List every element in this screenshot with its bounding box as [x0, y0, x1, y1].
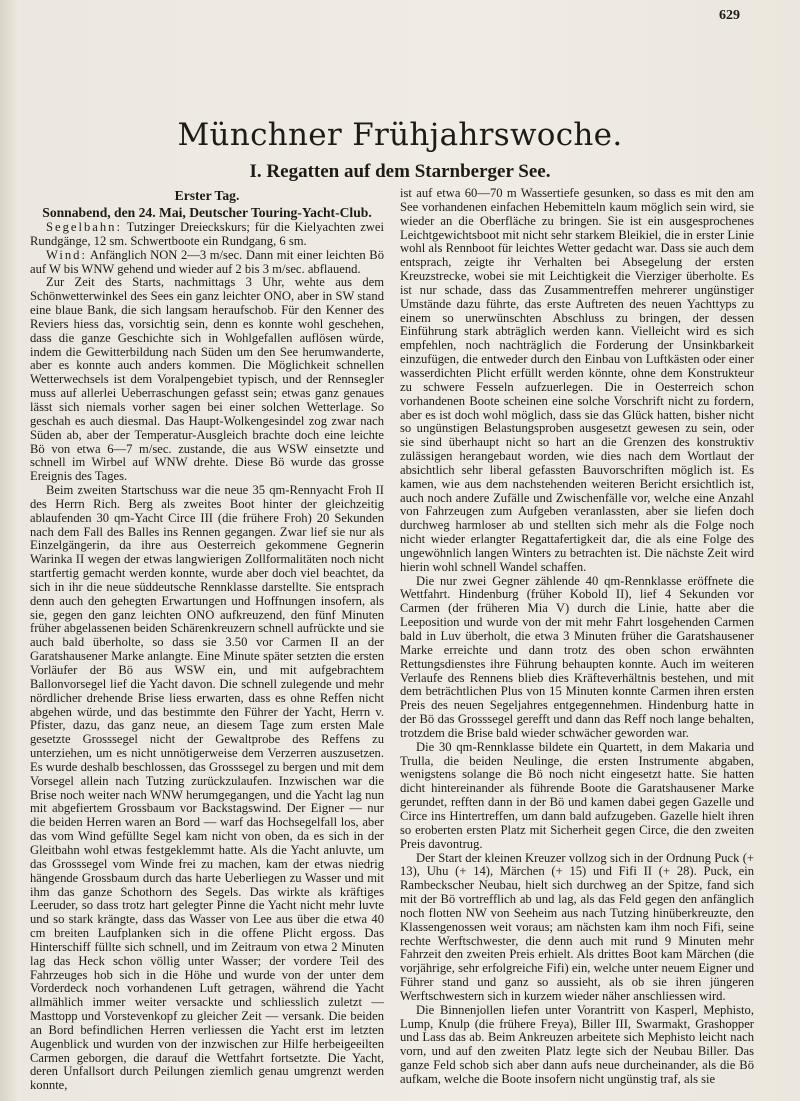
right-column	[400, 186, 754, 1086]
paragraph: Beim zweiten Startschuss war die neue 35 qm-Rennyacht Froh II des Herrn Rich. Berg als zweites Boot hinter der gleichzeitig ablaufenden 30 qm-Yacht Circe III (die frühere Froh) 20 Sekunden nach dem Fall des Balles ins Rennen gegangen. Zwar lief sie nur als Einzelgängerin, da ihre aus Oesterreich gekommene Gegnerin Warinka II wegen der etwas langwierigen Zollformalitäten noch nicht startfertig gemacht werden konnte, wurde aber doch viel beachtet, da sich in ihr die neue süddeutsche Rennklasse darstellte. Sie entsprach denn auch den gehegten Erwartungen und Hoffnungen insofern, als sie, gegen den ganz leichten ONO aufkreuzend, den fünf Minuten früher abgelassenen beiden Schärenkreuzern schnell aufrückte und sie auch bald überholte, so dass sie 3.50 vor Carmen II an der Garatshausener Marke anlangte. Eine Minute später setzten die ersten Vorläufer der Bö aus WSW ein, und mit aufgebrachtem Ballonvorsegel lief die Yacht davon. Die schnell zulegende und mehr nördlicher drehende Brise liess erwarten, dass es ohne Reffen nicht abgehen würde, und das bestimmte den Führer der Yacht, Herrn v. Pfister, dazu, das ganz neue, an diesem Tage zum ersten Male gesetzte Grosssegel nicht der Gewaltprobe des Reffens zu unterziehen, um es nicht unnötigerweise dem Verzerren auszusetzen. Es wurde deshalb beschlossen, das Grosssegel zu bergen und mit dem Vorsegel allein nach Tutzing zurückzulaufen. Inzwischen war die Brise noch weiter nach WNW herumgegangen, und die Yacht lag nun mit abgefiertem Grossbaum vor Backstagswind. Der Eigner — nur die beiden Herren waren an Bord — warf das Hochsegelfall los, aber das vom Wind gefüllte Segel kam nicht von oben, da es sich in der Gleitbahn wohl etwas festgeklemmt hatte. Als die Yacht anluvte, um das Grosssegel vom Winde frei zu machen, kam der etwas niedrig hängende Grossbaum durch das harte Ueberliegen zu Wasser und mit ihm das ganze Schothorn des Segels. Das wirkte als kräftiges Leeruder, so dass trotz hart gelegter Pinne die Yacht nicht mehr luvte und so stark krängte, dass das Wasser von Lee aus über die etwa 40 cm breiten Laufplanken sich in die offene Plicht ergoss. Das Hinterschiff füllte sich schnell, und im Zeitraum von etwa 2 Minuten lag das Heck schon völlig unter Wasser; der vordere Teil des Fahrzeuges hob sich in die Höhe und wurde von der unter dem Vorderdeck noch vorhandenen Luft getragen, während die Yacht allmählich immer weiter versackte und schliesslich zuletzt — Masttopp und Vorstevenkopf zu gleicher Zeit — versank. Die beiden an Bord befindlichen Herren verliessen die Yacht erst im letzten Augenblick und wurden von der inzwischen zur Hilfe herbeigeeilten Carmen geborgen, die darauf die Wettfahrt fortsetzte. Die Yacht, deren Unfallsort durch Peilungen ziemlich genau umgrenzt werden konnte,	[30, 483, 384, 1093]
article-title: Münchner Frühjahrswoche.	[177, 117, 623, 153]
wind-text: Anfänglich NON 2—3 m/sec. Dann mit einer leichten Bö auf W bis WNW gehend und wieder auf 2 bis 3 m/sec. abflauend.	[30, 247, 384, 276]
wind-label: Wind:	[46, 247, 87, 262]
page-number: 629	[719, 8, 740, 23]
paragraph: Zur Zeit des Starts, nachmittags 3 Uhr, wehte aus dem Schönwetterwinkel des Sees ein ganz leichter ONO, aber in SW stand eine blaue Bank, die sich langsam heraufschob. Für den Kenner des Reviers hiess das, vorsichtig sein, denn es konnte wohl geschehen, dass die ganze Geschichte sich in Wohlgefallen auflösen würde, indem die Gewitterbildung nach Süden um den See herumwanderte, aber es konnte auch anders kommen. Die Möglichkeit schnellen Wetterwechsels ist dem Voralpengebiet typisch, und der Rennsegler muss auf allerlei Ueberraschungen gefasst sein; etwas ganz genaues lässt sich niemals vorher sagen bei einer solchen Wetterlage. So geschah es auch diesmal. Das Haupt-Wolkengesindel zog zwar nach Süden ab, aber der Temperatur-Ausgleich brachte doch eine leichte Bö von etwa 6—7 m/sec. zustande, die aus WSW einsetzte und schnell im Wirbel auf WNW drehte. Diese Bö wurde das grosse Ereignis des Tages.	[30, 275, 384, 484]
segelbahn-label: Segelbahn:	[46, 220, 122, 234]
paragraph: ist auf etwa 60—70 m Wassertiefe gesunken, so dass es mit den am See vorhandenen einfachen Hebemitteln kaum möglich sein wird, sie wieder an die Oberfläche zu bringen. Sie ist ein ausgesprochenes Leichtgewichtsboot mit nicht sehr starkem Bleikiel, die in erster Linie wohl als Rennboot für leichtes Wetter gedacht war. Dass sie auch dem entsprach, zeigte ihr Verhalten bei Absegelung der ersten Kreuzstrecke, wobei sie mit Leichtigkeit die Vierziger überholte. Es ist nur schade, dass das Zusammentreffen mehrerer ungünstiger Umstände dazu führte, das erste Auftreten des neuen Yachttyps zu einem so unerwünschten Abschluss zu bringen, der dessen Einführung stark abträglich werden kann. Vielleicht wird es sich empfehlen, noch nachträglich die Forderung der Unsinkbarkeit einzufügen, die entweder durch den Einbau von Luftkästen oder einer wasserdichten Plicht erfüllt werden könnte, ohne dem Konstrukteur zu schwere Fesseln aufzuerlegen. Die in Oesterreich schon vorhandenen Boote scheinen eine solche Vorschrift nicht zu fordern, aber es ist doch wohl möglich, dass sie das Glück hatten, bisher nicht so ungünstigen Belastungsproben ausgesetzt gewesen zu sein, oder sie sind überhaupt nicht so hart an die Grenzen des konstruktiv zulässigen herangebaut worden, wie dies nach dem Wortlaut der absichtlich sehr liberal gefassten Bauvorschriften möglich ist. Es kamen, wie aus dem nachstehenden weiteren Bericht ersichtlich ist, auch noch andere Zufälle und Zwischenfälle vor, welche eine Anzahl von Fahrzeugen zum Aufgeben veranlassten, aber sie liefen doch durchweg harmloser ab und stellten sich mehr als die Folge noch nicht wieder erlangter Regattafertigkeit dar, die als eine Folge des ungewöhnlich langen Winters zu betrachten ist. Die nächste Zeit wird hierin wohl schnell Wandel schaffen.	[400, 186, 754, 574]
wind-paragraph	[30, 249, 384, 277]
paragraph: Die nur zwei Gegner zählende 40 qm-Rennklasse eröffnete die Wettfahrt. Hindenburg (früher Kobold II), lief 4 Sekunden vor Carmen (der früheren Mia V) durch die Linie, hatte aber die Leeposition und wurde von der mit mehr Fahrt losgehenden Carmen bald in Luv überholt, die etwa 3 Minuten früher die Garatshausener Marke erreichte und dann trotz des oben schon erwähnten Rettungsdienstes ihre Führung behaupten konnte. Auch im weiteren Verlaufe des Rennens blieb dies Kräfteverhältnis bestehen, und mit dem beträchtlichen Plus von 15 Minuten konnte Carmen ihren ersten Preis des neuen Segeljahres entgegennehmen. Hindenburg hatte in der Bö das Grosssegel gerefft und dann das Reff noch lange behalten, trotzdem die Brise bald wieder schwächer geworden war.	[400, 573, 754, 740]
date-heading: Sonnabend, den 24. Mai, Deutscher Touring-Yacht-Club.	[42, 205, 372, 220]
day-heading: Erster Tag.	[174, 188, 240, 203]
left-column	[30, 187, 384, 1093]
segelbahn-text: Tutzinger Dreieckskurs; für die Kielyachten zwei Rundgänge, 12 sm. Schwertboote ein Rundgang, 6 sm.	[30, 220, 384, 248]
paragraph: Die Binnenjollen liefen unter Vorantritt von Kasperl, Mephisto, Lump, Knulp (die frühere Freya), Biller III, Swarmakt, Grashopper und Lass das ab. Beim Ankreuzen arbeitete sich Mephisto leicht nach vorn, und auf den zweiten Platz legte sich der Neubau Biller. Das ganze Feld schob sich aber dann aufs neue durcheinander, als die Bö aufkam, welche die Boote insofern nicht ungünstig traf, als sie	[400, 1002, 754, 1086]
segelbahn-paragraph	[30, 221, 384, 249]
paragraph: Der Start der kleinen Kreuzer vollzog sich in der Ordnung Puck (+ 13), Uhu (+ 14), Märchen (+ 15) und Fifi II (+ 28). Puck, ein Rambeckscher Neubau, hielt sich durchweg an der Spitze, fand sich mit der Bö vortrefflich ab und lag, als das Feld gegen den anfänglich noch flotten NW von Seeheim aus nach Tutzing hinüberkreuzte, den Klassengenossen weit voraus; am nächsten kam ihm noch Fifi, seine rechte Werftschwester, die denn auch mit rund 9 Minuten mehr Fahrzeit den zweiten Preis erhielt. Als drittes Boot kam Märchen (die vorjährige, sehr erfolgreiche Fifi) ein, welche unter neuem Eigner und Führer stand und ganz so aussieht, als ob sie ihren jüngeren Werftschwestern sich in kurzem wieder näher anschliessen wird.	[400, 850, 754, 1003]
article-subtitle: I. Regatten auf dem Starnberger See.	[249, 161, 551, 182]
paragraph: Die 30 qm-Rennklasse bildete ein Quartett, in dem Makaria und Trulla, die beiden Neulinge, die ersten Instrumente abgaben, wenigstens solange die Bö noch nicht eingesetzt hatte. Sie hatten dicht hintereinander als führende Boote die Garatshausener Marke gerundet, refften dann in der Bö und kamen dabei gegen Gazelle und Circe ins Hintertreffen, um dann bald aufzugeben. Gazelle hielt ihren so eroberten ersten Platz mit Sicherheit gegen Circe, die den zweiten Preis davontrug.	[400, 739, 754, 851]
